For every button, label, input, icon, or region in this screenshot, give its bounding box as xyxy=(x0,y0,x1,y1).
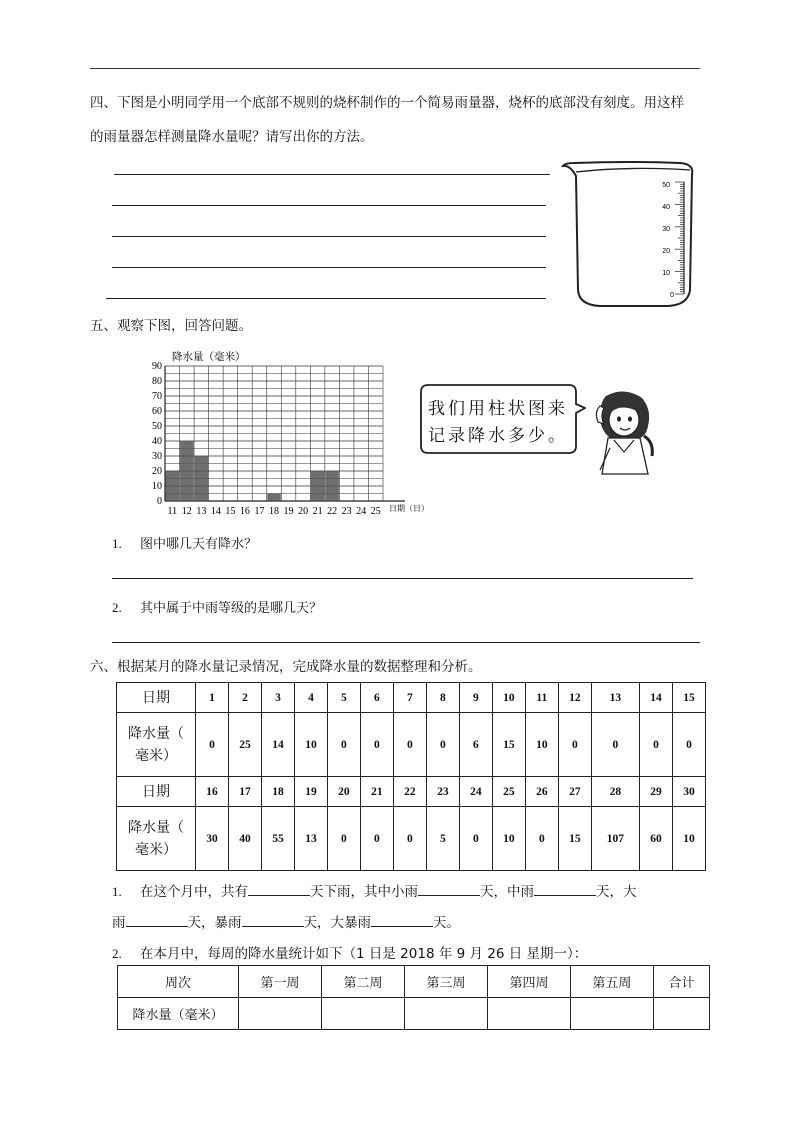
date-cell: 6 xyxy=(360,683,393,713)
date-cell: 25 xyxy=(492,777,525,807)
chart-xtick-label: 16 xyxy=(239,506,250,517)
header-rule xyxy=(90,68,700,69)
chart-ytick-label: 60 xyxy=(152,406,162,417)
chart-xtick-label: 13 xyxy=(196,506,207,517)
rain-label xyxy=(117,807,196,871)
date-cell: 9 xyxy=(459,683,492,713)
rain-cell: 0 xyxy=(327,713,360,777)
chart-title: 降水量（毫米） xyxy=(172,351,246,363)
q6-1-part2: 天下雨，其中小雨 xyxy=(310,884,418,900)
chart-bar xyxy=(267,494,281,502)
beaker-scale-label: 10 xyxy=(662,270,670,277)
chart-xtick-label: 19 xyxy=(283,506,294,517)
date-cell: 18 xyxy=(261,777,294,807)
q5-1-text: 图中哪几天有降水？ xyxy=(140,537,258,552)
beaker-scale-label: 20 xyxy=(662,248,670,255)
rain-cell: 25 xyxy=(228,713,261,777)
rain-cell: 0 xyxy=(459,807,492,871)
date-cell: 27 xyxy=(558,777,591,807)
rain-cell: 40 xyxy=(228,807,261,871)
date-cell: 20 xyxy=(327,777,360,807)
answer-line-5[interactable] xyxy=(106,298,546,299)
section4-line2: 的雨量器怎样测量降水量呢？请写出你的方法。 xyxy=(90,129,374,145)
chart-xtick-label: 25 xyxy=(370,506,381,517)
weekly-header-cell: 第五周 xyxy=(570,966,653,998)
table-row xyxy=(117,683,706,713)
date-label: 日期 xyxy=(117,683,196,713)
chart-xtick-label: 24 xyxy=(356,506,367,517)
weekly-header-cell: 第二周 xyxy=(321,966,404,998)
answer-line-1[interactable] xyxy=(114,174,550,175)
rain-cell: 0 xyxy=(672,713,705,777)
table-row xyxy=(117,777,706,807)
heavy-rainstorm-blank[interactable] xyxy=(371,912,433,927)
q5-1-answer-line[interactable] xyxy=(112,578,693,579)
date-cell: 29 xyxy=(639,777,672,807)
chart-xtick-label: 15 xyxy=(225,506,236,517)
girl-illustration xyxy=(590,390,660,478)
q6-1-part3: 天，中雨 xyxy=(480,884,534,900)
rainfall-table xyxy=(116,682,706,871)
date-cell: 4 xyxy=(294,683,327,713)
rain-cell: 14 xyxy=(261,713,294,777)
rain-cell: 0 xyxy=(360,807,393,871)
chart-xtick-label: 14 xyxy=(210,506,221,517)
weekly-rainfall-table xyxy=(117,965,710,1030)
weekly-input-cell[interactable] xyxy=(321,998,404,1030)
weekly-header-cell: 第一周 xyxy=(239,966,322,998)
date-cell: 21 xyxy=(360,777,393,807)
rain-cell: 55 xyxy=(261,807,294,871)
chart-bar xyxy=(325,471,339,501)
date-cell: 12 xyxy=(558,683,591,713)
chart-xtick-label: 21 xyxy=(312,506,323,517)
rain-cell: 10 xyxy=(672,807,705,871)
date-cell: 23 xyxy=(426,777,459,807)
date-cell: 2 xyxy=(228,683,261,713)
chart-bar xyxy=(166,471,180,501)
rain-cell: 30 xyxy=(196,807,229,871)
rain-label-line1: 降水量（ xyxy=(128,725,184,742)
rain-cell: 15 xyxy=(492,713,525,777)
section4-line1: 四、下图是小明同学用一个底部不规则的烧杯制作的一个简易雨量器，烧杯的底部没有刻度。用这样 xyxy=(90,95,684,111)
rain-cell: 0 xyxy=(327,807,360,871)
date-cell: 16 xyxy=(196,777,229,807)
beaker-scale-label: 40 xyxy=(662,204,670,211)
answer-line-2[interactable] xyxy=(112,205,546,206)
chart-xtick-label: 11 xyxy=(167,506,178,517)
beaker-scale-label: 50 xyxy=(662,182,670,189)
date-cell: 5 xyxy=(327,683,360,713)
table-row xyxy=(118,966,710,998)
rain-cell: 60 xyxy=(639,807,672,871)
chart-xtick-label: 18 xyxy=(269,506,279,517)
section6-title: 六、根据某月的降水量记录情况，完成降水量的数据整理和分析。 xyxy=(90,659,482,675)
q5-2-text: 其中属于中雨等级的是哪几天？ xyxy=(140,601,323,616)
weekly-input-cell[interactable] xyxy=(239,998,322,1030)
rain-cell: 0 xyxy=(591,713,639,777)
date-cell: 30 xyxy=(672,777,705,807)
q6-1-line1 xyxy=(112,880,637,900)
table-row xyxy=(117,807,706,871)
q6-1-part1: 在这个月中，共有 xyxy=(140,884,248,900)
rain-label-line2: 毫米） xyxy=(135,841,177,858)
q6-1-number: 1. xyxy=(112,884,122,899)
q6-1-part8: 天。 xyxy=(433,915,460,931)
q6-1-part6: 天，暴雨 xyxy=(187,915,242,931)
beaker-illustration xyxy=(560,158,700,310)
date-cell: 28 xyxy=(591,777,639,807)
rain-cell: 0 xyxy=(426,713,459,777)
bubble-text-line1: 我们用柱状图来 xyxy=(428,399,568,419)
q6-1-part7: 天，大暴雨 xyxy=(303,915,371,931)
q6-1-part4: 天，大 xyxy=(596,884,637,900)
date-cell: 11 xyxy=(525,683,558,713)
date-cell: 8 xyxy=(426,683,459,713)
chart-ytick-label: 10 xyxy=(152,481,162,492)
table-row xyxy=(118,998,710,1030)
rain-cell: 0 xyxy=(639,713,672,777)
chart-ytick-label: 30 xyxy=(152,451,162,462)
date-cell: 3 xyxy=(261,683,294,713)
q6-1-part5: 雨 xyxy=(112,915,126,931)
date-cell: 14 xyxy=(639,683,672,713)
weekly-row-label: 降水量（毫米） xyxy=(118,998,239,1030)
rain-cell: 15 xyxy=(558,807,591,871)
date-cell: 1 xyxy=(196,683,229,713)
rain-label xyxy=(117,713,196,777)
rain-cell: 0 xyxy=(393,807,426,871)
chart-ytick-label: 70 xyxy=(152,391,162,402)
rain-cell: 10 xyxy=(492,807,525,871)
rainy-days-blank[interactable] xyxy=(248,881,310,896)
rainstorm-blank[interactable] xyxy=(242,912,304,927)
rain-cell: 0 xyxy=(393,713,426,777)
rain-cell: 0 xyxy=(525,807,558,871)
rain-label-line2: 毫米） xyxy=(135,747,177,764)
q6-2-line xyxy=(112,942,587,962)
q5-2-number: 2. xyxy=(112,600,122,615)
bubble-text-line2: 记录降水多少。 xyxy=(428,426,568,446)
answer-line-3[interactable] xyxy=(112,236,546,237)
rain-label-line1: 降水量（ xyxy=(128,819,184,836)
date-cell: 19 xyxy=(294,777,327,807)
chart-xtick-label: 23 xyxy=(341,506,352,517)
chart-xtick-label: 17 xyxy=(254,506,265,517)
rainfall-bar-chart xyxy=(145,345,445,520)
date-cell: 13 xyxy=(591,683,639,713)
rain-cell: 13 xyxy=(294,807,327,871)
chart-ytick-label: 80 xyxy=(152,376,162,387)
date-cell: 22 xyxy=(393,777,426,807)
date-cell: 7 xyxy=(393,683,426,713)
beaker-scale-label: 30 xyxy=(662,226,670,233)
rain-cell: 5 xyxy=(426,807,459,871)
table-row xyxy=(117,713,706,777)
moderate-rain-blank[interactable] xyxy=(534,881,596,896)
chart-ytick-label: 50 xyxy=(152,421,162,432)
chart-bar xyxy=(311,471,325,501)
section5-title: 五、观察下图，回答问题。 xyxy=(90,318,252,334)
weekly-header-cell: 第三周 xyxy=(404,966,487,998)
light-rain-blank[interactable] xyxy=(418,881,480,896)
rain-cell: 0 xyxy=(558,713,591,777)
chart-xtick-label: 20 xyxy=(298,506,309,517)
q6-1-line2 xyxy=(112,911,460,931)
beaker-scale-label: 0 xyxy=(670,292,674,299)
date-cell: 24 xyxy=(459,777,492,807)
chart-xlabel: 日期（日） xyxy=(389,504,429,513)
chart-xtick-label: 12 xyxy=(181,506,192,517)
date-cell: 15 xyxy=(672,683,705,713)
date-label: 日期 xyxy=(117,777,196,807)
date-cell: 26 xyxy=(525,777,558,807)
weekly-header-cell: 第四周 xyxy=(487,966,570,998)
weekly-input-cell[interactable] xyxy=(653,998,709,1030)
rain-cell: 10 xyxy=(294,713,327,777)
rain-cell: 10 xyxy=(525,713,558,777)
rain-cell: 0 xyxy=(360,713,393,777)
date-cell: 10 xyxy=(492,683,525,713)
rain-cell: 107 xyxy=(591,807,639,871)
weekly-input-cell[interactable] xyxy=(570,998,653,1030)
weekly-header-cell: 合计 xyxy=(653,966,709,998)
q5-1-number: 1. xyxy=(112,536,122,551)
chart-bar xyxy=(195,456,209,501)
chart-ytick-label: 0 xyxy=(157,496,162,507)
answer-line-4[interactable] xyxy=(112,267,546,268)
rain-cell: 0 xyxy=(196,713,229,777)
date-cell: 17 xyxy=(228,777,261,807)
chart-ytick-label: 90 xyxy=(152,361,162,372)
weekly-input-cell[interactable] xyxy=(487,998,570,1030)
chart-ytick-label: 20 xyxy=(152,466,162,477)
weekly-header-cell: 周次 xyxy=(118,966,239,998)
q6-2-number: 2. xyxy=(112,946,122,961)
heavy-rain-blank[interactable] xyxy=(126,912,188,927)
chart-xtick-label: 22 xyxy=(327,506,338,517)
q6-2-text: 在本月中，每周的降水量统计如下（1 日是 2018 年 9 月 26 日 星期一）： xyxy=(140,946,588,962)
q5-2-answer-line[interactable] xyxy=(112,642,700,643)
chart-bar xyxy=(180,441,194,501)
weekly-input-cell[interactable] xyxy=(404,998,487,1030)
rain-cell: 6 xyxy=(459,713,492,777)
chart-ytick-label: 40 xyxy=(152,436,162,447)
